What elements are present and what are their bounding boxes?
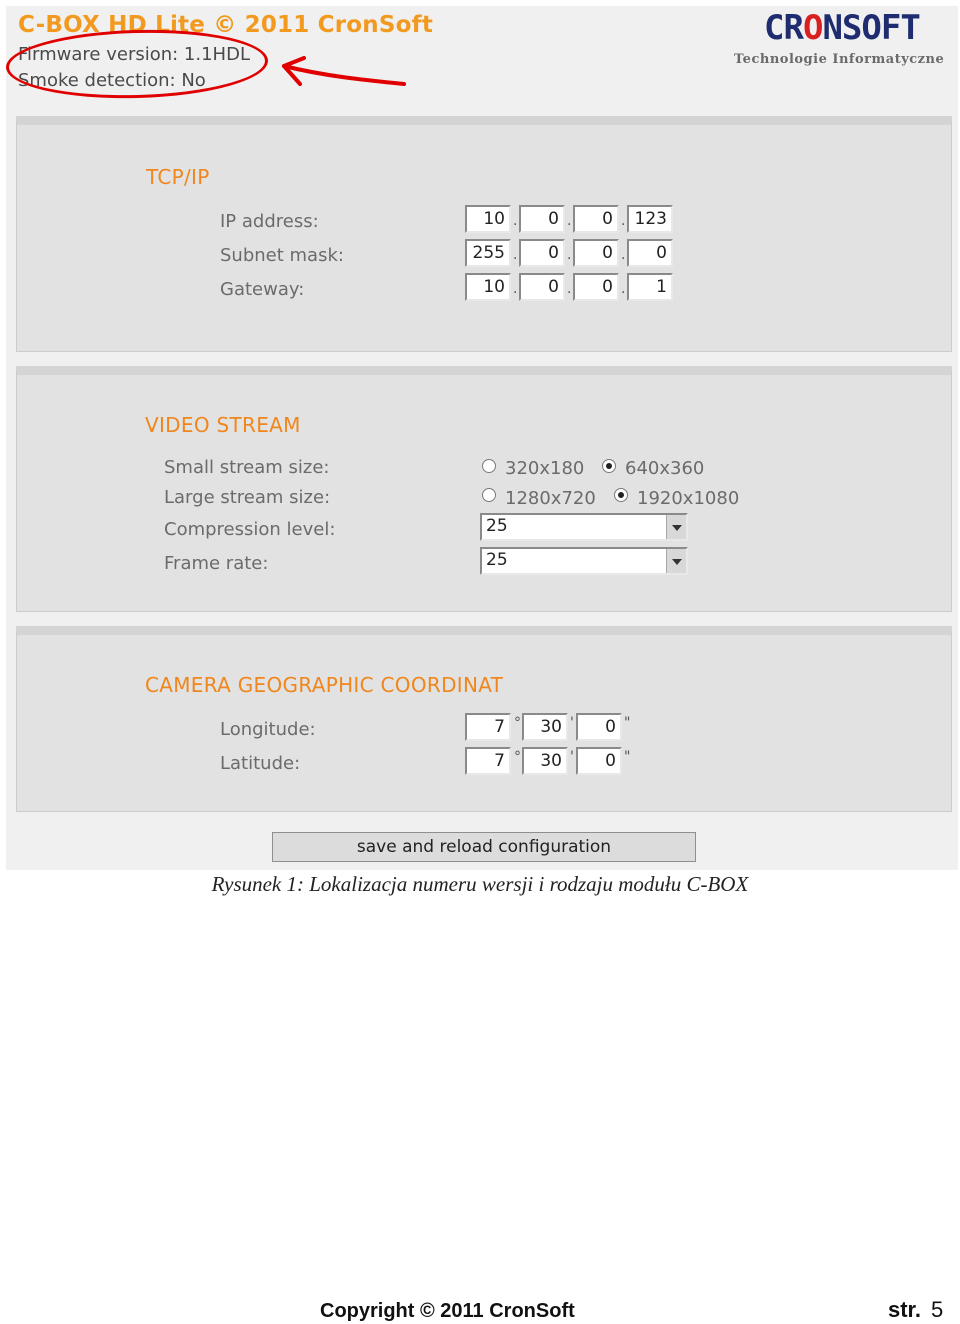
tcpip-panel [16, 116, 952, 352]
radio-large-1280[interactable] [482, 488, 496, 502]
compression-value: 25 [486, 516, 508, 536]
latitude-min[interactable]: 30 [522, 747, 568, 775]
app-title: C-BOX HD Lite © 2011 CronSoft [18, 12, 434, 38]
latitude-deg[interactable]: 7 [465, 747, 511, 775]
deg-symbol: ° [514, 715, 521, 731]
large-stream-label: Large stream size: [164, 487, 331, 508]
small-option-1: 320x180 [505, 458, 585, 479]
gateway-octet-3[interactable]: 0 [573, 273, 619, 301]
video-title: VIDEO STREAM [145, 413, 301, 437]
ip-dot: . [513, 213, 518, 229]
figure-caption: Rysunek 1: Lokalizacja numeru wersji i rodzaju modułu C-BOX [211, 872, 749, 896]
mask-octet-1[interactable]: 255 [465, 239, 511, 267]
page-label: str. [888, 1297, 922, 1322]
smoke-detection: Smoke detection: No [18, 70, 206, 91]
ip-octet-2[interactable]: 0 [519, 205, 565, 233]
video-panel [16, 366, 952, 612]
framerate-label: Frame rate: [164, 553, 269, 574]
longitude-sec[interactable]: 0 [576, 713, 622, 741]
mask-octet-2[interactable]: 0 [519, 239, 565, 267]
gateway-octet-2[interactable]: 0 [519, 273, 565, 301]
mask-octet-3[interactable]: 0 [573, 239, 619, 267]
radio-small-320[interactable] [482, 459, 496, 473]
large-option-1: 1280x720 [505, 488, 596, 509]
framerate-select[interactable] [480, 547, 688, 575]
mask-label: Subnet mask: [220, 245, 344, 266]
page-number-value: 5 [931, 1297, 944, 1322]
latitude-sec[interactable]: 0 [576, 747, 622, 775]
tcpip-title: TCP/IP [146, 165, 210, 189]
chevron-down-icon[interactable] [666, 549, 686, 573]
gateway-label: Gateway: [220, 279, 305, 300]
sec-symbol: " [624, 715, 631, 731]
copyright: Copyright © 2011 CronSoft [320, 1300, 575, 1322]
mask-dot: . [621, 247, 626, 263]
page-number [888, 1297, 943, 1323]
annotation-arrow-icon [274, 54, 408, 94]
ip-dot: . [621, 213, 626, 229]
ip-octet-1[interactable]: 10 [465, 205, 511, 233]
compression-select[interactable] [480, 513, 688, 541]
gateway-dot: . [567, 281, 572, 297]
min-symbol: ' [570, 715, 574, 731]
min-symbol: ' [570, 749, 574, 765]
geo-panel [16, 626, 952, 812]
framerate-value: 25 [486, 550, 508, 570]
save-reload-button[interactable]: save and reload configuration [272, 832, 696, 862]
gateway-dot: . [513, 281, 518, 297]
compression-label: Compression level: [164, 519, 336, 540]
longitude-min[interactable]: 30 [522, 713, 568, 741]
cbox-config-screenshot [6, 6, 958, 870]
deg-symbol: ° [514, 749, 521, 765]
longitude-deg[interactable]: 7 [465, 713, 511, 741]
logo-tagline: Technologie Informatyczne [734, 52, 945, 67]
radio-large-1920[interactable] [614, 488, 628, 502]
gateway-dot: . [621, 281, 626, 297]
gateway-octet-1[interactable]: 10 [465, 273, 511, 301]
latitude-label: Latitude: [220, 753, 301, 774]
large-option-2: 1920x1080 [637, 488, 740, 509]
chevron-down-icon[interactable] [666, 515, 686, 539]
cronsoft-logo: CRONSOFT [764, 8, 920, 48]
mask-dot: . [567, 247, 572, 263]
gateway-octet-4[interactable]: 1 [627, 273, 673, 301]
mask-dot: . [513, 247, 518, 263]
ip-octet-4[interactable]: 123 [627, 205, 673, 233]
radio-small-640[interactable] [602, 459, 616, 473]
firmware-version: Firmware version: 1.1HDL [18, 44, 250, 65]
geo-title: CAMERA GEOGRAPHIC COORDINAT [145, 673, 504, 697]
small-option-2: 640x360 [625, 458, 705, 479]
ip-label: IP address: [220, 211, 319, 232]
sec-symbol: " [624, 749, 631, 765]
small-stream-label: Small stream size: [164, 457, 330, 478]
mask-octet-4[interactable]: 0 [627, 239, 673, 267]
ip-octet-3[interactable]: 0 [573, 205, 619, 233]
ip-dot: . [567, 213, 572, 229]
longitude-label: Longitude: [220, 719, 316, 740]
